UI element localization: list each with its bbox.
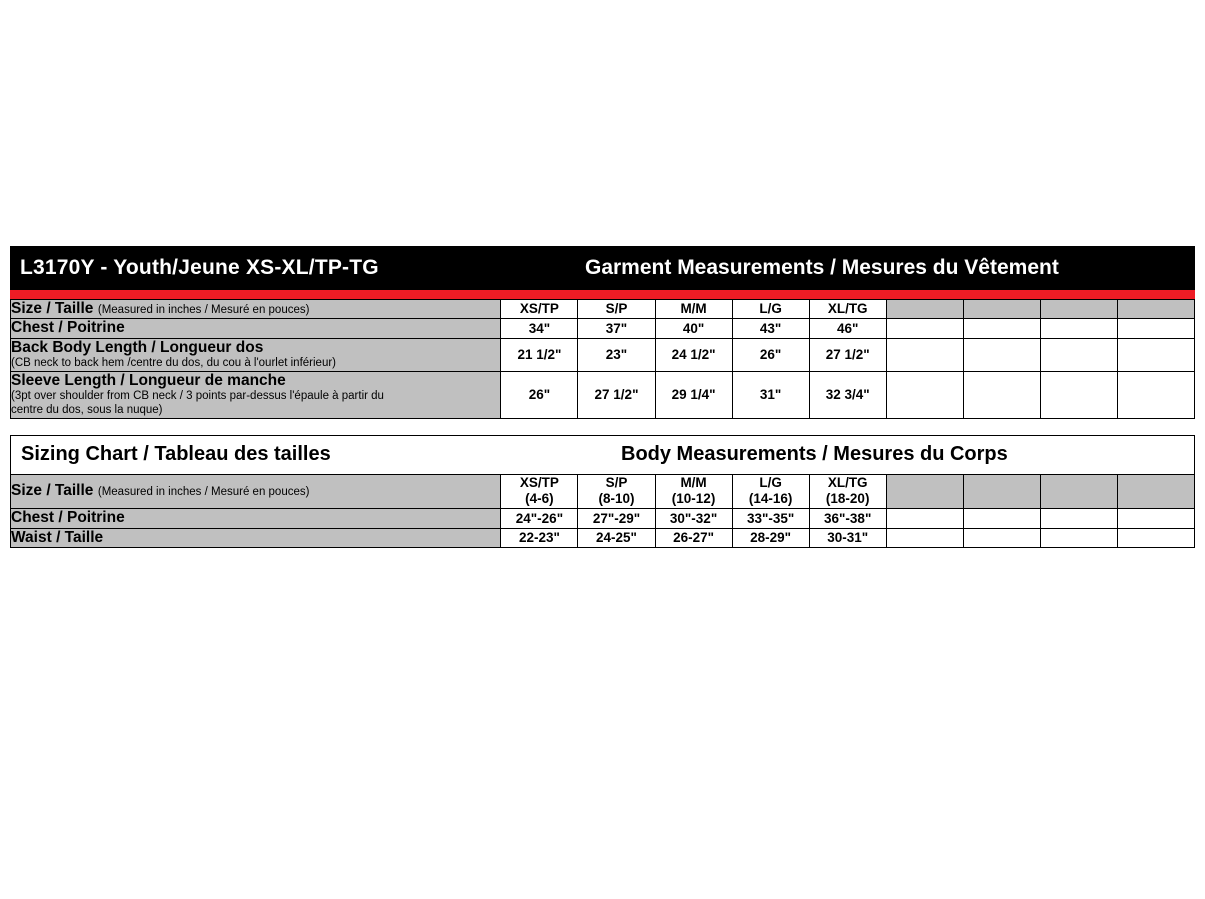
garment-row-label [11, 371, 501, 418]
garment-value: 23" [578, 338, 655, 371]
body-size-header [809, 474, 886, 509]
garment-size-label-sub: (Measured in inches / Mesuré en pouces) [97, 304, 310, 316]
garment-value: 40" [655, 319, 732, 338]
empty-cell [1040, 474, 1117, 509]
body-size-label-sub: (Measured in inches / Mesuré en pouces) [97, 486, 310, 499]
empty-cell [886, 371, 963, 418]
body-size-label-cell [11, 474, 501, 509]
empty-cell [1117, 509, 1194, 528]
empty-cell [886, 474, 963, 509]
body-size-header [655, 474, 732, 509]
body-row-label [11, 509, 501, 528]
empty-cell [963, 371, 1040, 418]
garment-value: 43" [732, 319, 809, 338]
body-size-name: L/G [759, 474, 782, 490]
empty-cell [1040, 371, 1117, 418]
garment-row-label-sub: (3pt over shoulder from CB neck / 3 points par-dessus l'épaule à partir du [11, 389, 384, 402]
empty-cell [1040, 300, 1117, 319]
empty-cell [1117, 474, 1194, 509]
garment-value: 21 1/2" [501, 338, 578, 371]
table-row [11, 371, 1195, 418]
garment-size-header: XS/TP [501, 300, 578, 319]
garment-size-label-main: Size / Taille [11, 300, 94, 317]
garment-value: 34" [501, 319, 578, 338]
body-value: 24"-26" [501, 509, 578, 528]
empty-cell [886, 338, 963, 371]
empty-cell [1040, 528, 1117, 547]
empty-cell [1117, 319, 1194, 338]
garment-size-header: XL/TG [809, 300, 886, 319]
garment-size-header: L/G [732, 300, 809, 319]
garment-value: 31" [732, 371, 809, 418]
garment-row-label-sub: (CB neck to back hem /centre du dos, du cou à l'ourlet inférieur) [11, 356, 336, 369]
body-value: 30"-32" [655, 509, 732, 528]
body-section-title: Body Measurements / Mesures du Corps [621, 443, 1008, 466]
garment-size-header: M/M [655, 300, 732, 319]
garment-value: 46" [809, 319, 886, 338]
body-value: 33"-35" [732, 509, 809, 528]
empty-cell [963, 319, 1040, 338]
garment-size-label-cell [11, 300, 501, 319]
empty-cell [963, 300, 1040, 319]
body-value: 36"-38" [809, 509, 886, 528]
garment-row-label-main: Chest / Poitrine [11, 319, 125, 337]
body-size-header [732, 474, 809, 509]
empty-cell [886, 319, 963, 338]
body-size-header [578, 474, 655, 509]
garment-row-label-main: Sleeve Length / Longueur de manche [11, 371, 286, 389]
garment-value: 37" [578, 319, 655, 338]
empty-cell [1040, 509, 1117, 528]
garment-row-label [11, 319, 501, 338]
garment-value: 24 1/2" [655, 338, 732, 371]
body-size-label-main: Size / Taille [11, 482, 94, 500]
body-value: 26-27" [655, 528, 732, 547]
garment-value: 27 1/2" [578, 371, 655, 418]
body-size-ages: (10-12) [671, 491, 716, 507]
garment-header-bar [10, 246, 1195, 290]
empty-cell [963, 509, 1040, 528]
empty-cell [1117, 528, 1194, 547]
garment-row-label-main: Back Body Length / Longueur dos [11, 338, 264, 356]
garment-value: 29 1/4" [655, 371, 732, 418]
body-size-ages: (4-6) [525, 491, 554, 507]
body-size-name: M/M [680, 474, 707, 490]
garment-size-header: S/P [578, 300, 655, 319]
empty-cell [963, 338, 1040, 371]
body-value: 30-31" [809, 528, 886, 547]
empty-cell [886, 300, 963, 319]
garment-row-label-sub2: centre du dos, sous la nuque) [11, 403, 163, 416]
body-row-label-main: Waist / Taille [11, 528, 104, 546]
red-accent-bar [10, 290, 1195, 299]
body-size-header [501, 474, 578, 509]
table-spacer [10, 419, 1195, 435]
body-measurements-table [10, 474, 1195, 548]
size-chart-sheet [10, 246, 1195, 548]
body-row-label [11, 528, 501, 547]
style-title: L3170Y - Youth/Jeune XS-XL/TP-TG [20, 256, 379, 279]
garment-value: 26" [501, 371, 578, 418]
garment-value: 32 3/4" [809, 371, 886, 418]
empty-cell [1117, 371, 1194, 418]
body-size-ages: (18-20) [825, 491, 870, 507]
empty-cell [886, 509, 963, 528]
garment-measurements-table [10, 299, 1195, 419]
body-value: 27"-29" [578, 509, 655, 528]
table-row [11, 528, 1195, 547]
body-size-name: XS/TP [519, 474, 559, 490]
body-size-ages: (8-10) [598, 491, 635, 507]
garment-section-title: Garment Measurements / Mesures du Vêtement [585, 256, 1059, 279]
body-size-name: XL/TG [827, 474, 868, 490]
body-row-label-main: Chest / Poitrine [11, 509, 125, 527]
table-row [11, 474, 1195, 509]
body-header-bar [10, 435, 1195, 474]
body-value: 22-23" [501, 528, 578, 547]
table-row [11, 319, 1195, 338]
body-size-ages: (14-16) [748, 491, 793, 507]
body-value: 24-25" [578, 528, 655, 547]
empty-cell [886, 528, 963, 547]
body-size-name: S/P [605, 474, 628, 490]
garment-row-label [11, 338, 501, 371]
table-row [11, 338, 1195, 371]
empty-cell [1117, 300, 1194, 319]
empty-cell [963, 474, 1040, 509]
garment-value: 27 1/2" [809, 338, 886, 371]
sizing-chart-title: Sizing Chart / Tableau des tailles [21, 443, 331, 466]
empty-cell [1040, 338, 1117, 371]
empty-cell [963, 528, 1040, 547]
empty-cell [1040, 319, 1117, 338]
body-value: 28-29" [732, 528, 809, 547]
garment-value: 26" [732, 338, 809, 371]
empty-cell [1117, 338, 1194, 371]
table-row [11, 300, 1195, 319]
table-row [11, 509, 1195, 528]
